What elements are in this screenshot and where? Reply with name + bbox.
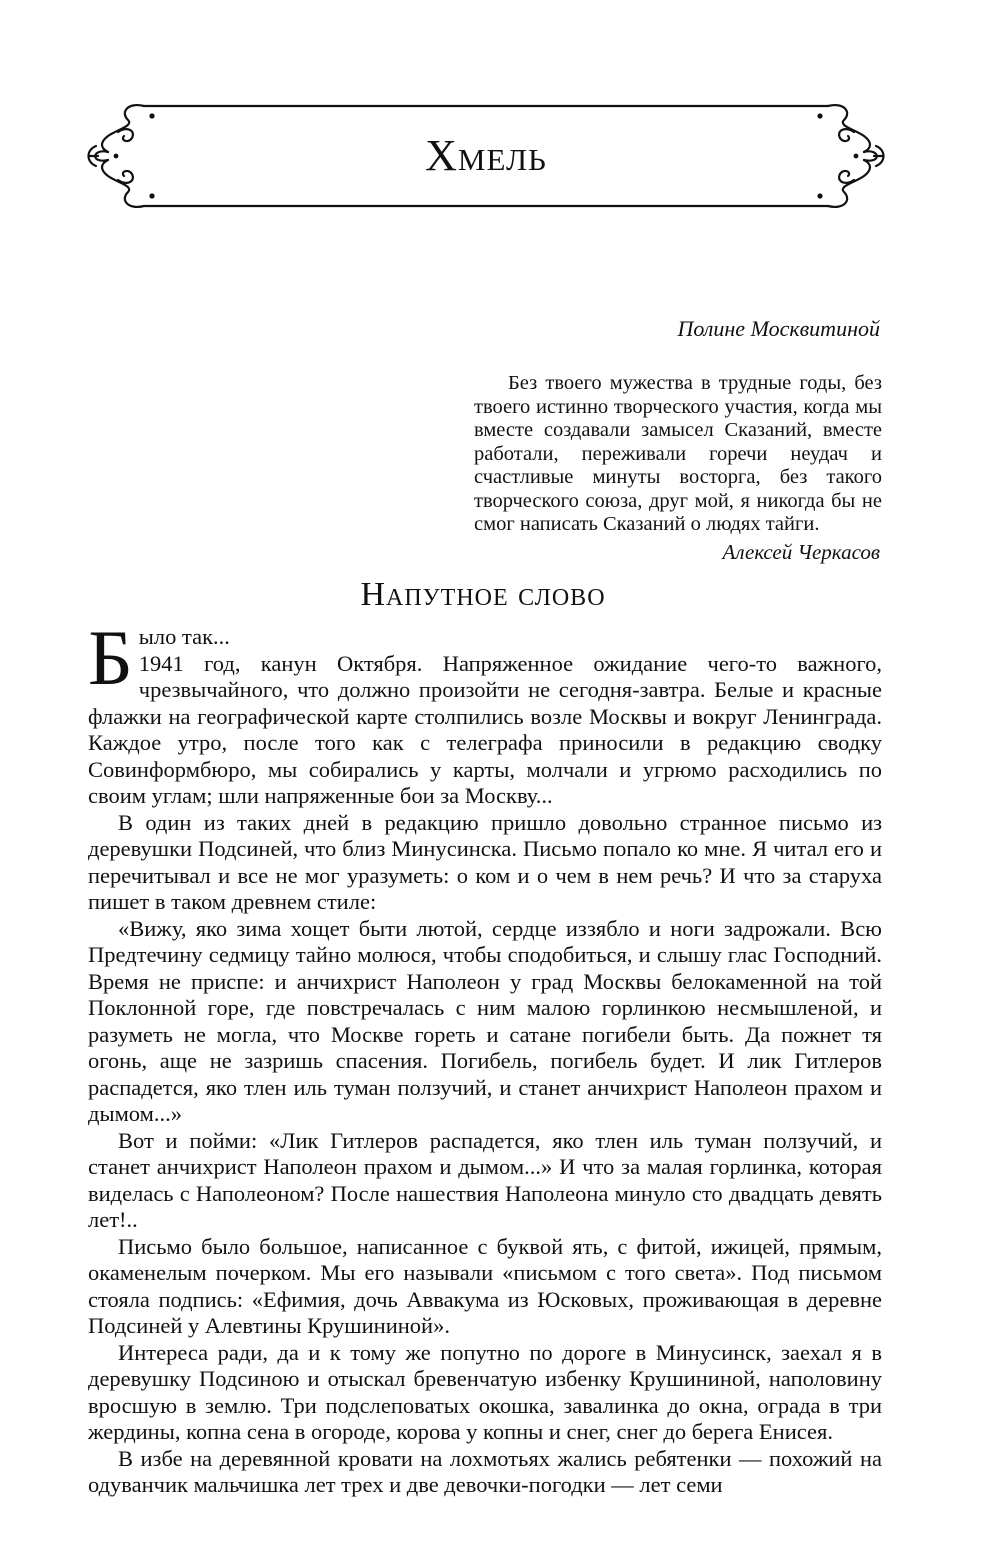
section-title: Напутное слово	[360, 576, 606, 613]
paragraph: Письмо было большое, написанное с буквой ять, с фитой, ижицей, прямым, окаменелым почерком. Мы его называли «письмом с того света». Под письмом стояла подпись: «Ефимия, дочь Аввакума из Юсковых, проживающая в деревне Подсиней у Алевтины Крушининой».	[88, 1233, 882, 1338]
paragraph	[88, 614, 882, 701]
paragraph: 1941 год, канун Октября. Напряженное ожидание чего-то важного, чрезвычайного, что должно произойти не сегодня-завтра. Белые и красные флажки на географической карте столпились возле Москвы и вокруг Ленинграда. Каждое утро, после того как с телеграфа приносили в редакцию сводку Совинформбюро, мы собирались у карты, молчали и угрюмо расходились по своим углам; шли напряженные бои за Москву...	[88, 650, 882, 808]
dedication-recipient: Полине Москвитиной	[677, 316, 880, 341]
paragraph: «Вижу, яко зима хощет быти лютой, сердце иззябло и ноги задрожали. Всю Предтечину седмицу тайно молюся, чтобы сподобиться, и слышу глас Господний. Время не приспе: и анчихрист Наполеон у град Москвы белокаменной на той Поклонной горе, где повстречалась с ним малою горлинкою несмышленой, и разуметь не могла, что Москве гореть и сатане погибели быть. Да пожнет тя огонь, аще не зазришь спасения. Погибель, погибель будет. И лик Гитлеров распадется, яко тлен иль туман ползучий, и станет анчихрист Наполеон прахом и дымом...»	[88, 915, 882, 1126]
paragraph: Интереса ради, да и к тому же попутно по дороге в Минусинск, заехал я в деревушку Подсиною и отыскал бревенчатую избенку Крушининой, наполовину вросшую в землю. Три подслеповатых окошка, завалинка до окна, ограда в три жердины, копна сена в огороде, корова у копны и снег, снег до берега Енисея.	[88, 1339, 882, 1444]
main-text	[88, 614, 882, 1499]
paragraph: Вот и пойми: «Лик Гитлеров распадется, яко тлен иль туман ползучий, и станет анчихрист Наполеон прахом и дымом...» И что за малая горлинка, которая виделась с Наполеоном? После нашествия Наполеона минуло сто двадцать девять лет!..	[88, 1127, 882, 1232]
paragraph-text: ыло так...	[138, 624, 230, 649]
drop-cap: Б	[88, 614, 133, 701]
paragraph: В избе на деревянной кровати на лохмотьях жались ребятенки — похожий на одуванчик мальчишка лет трех и две девочки-погодки — лет семи	[88, 1445, 882, 1497]
book-title: Хмель	[425, 131, 547, 180]
title-ornamental-frame	[86, 96, 886, 216]
dedication-text: Без твоего мужества в трудные годы, без твоего истинно творческого участия, когда мы вместе создавали замысел Сказаний, вместе работали, переживали горечи неудач и счастливые минуты восторга, без такого творческого союза, друг мой, я никогда бы не смог написать Сказаний о людях тайги.	[474, 372, 882, 535]
dedication-signature: Алексей Черкасов	[722, 540, 880, 564]
paragraph: В один из таких дней в редакцию пришло довольно странное письмо из деревушки Подсиней, что близ Минусинска. Письмо попало ко мне. Я читал его и перечитывал и все не мог уразуметь: о ком и о чем в нем речь? И что за старуха пишет в таком древнем стиле:	[88, 809, 882, 914]
